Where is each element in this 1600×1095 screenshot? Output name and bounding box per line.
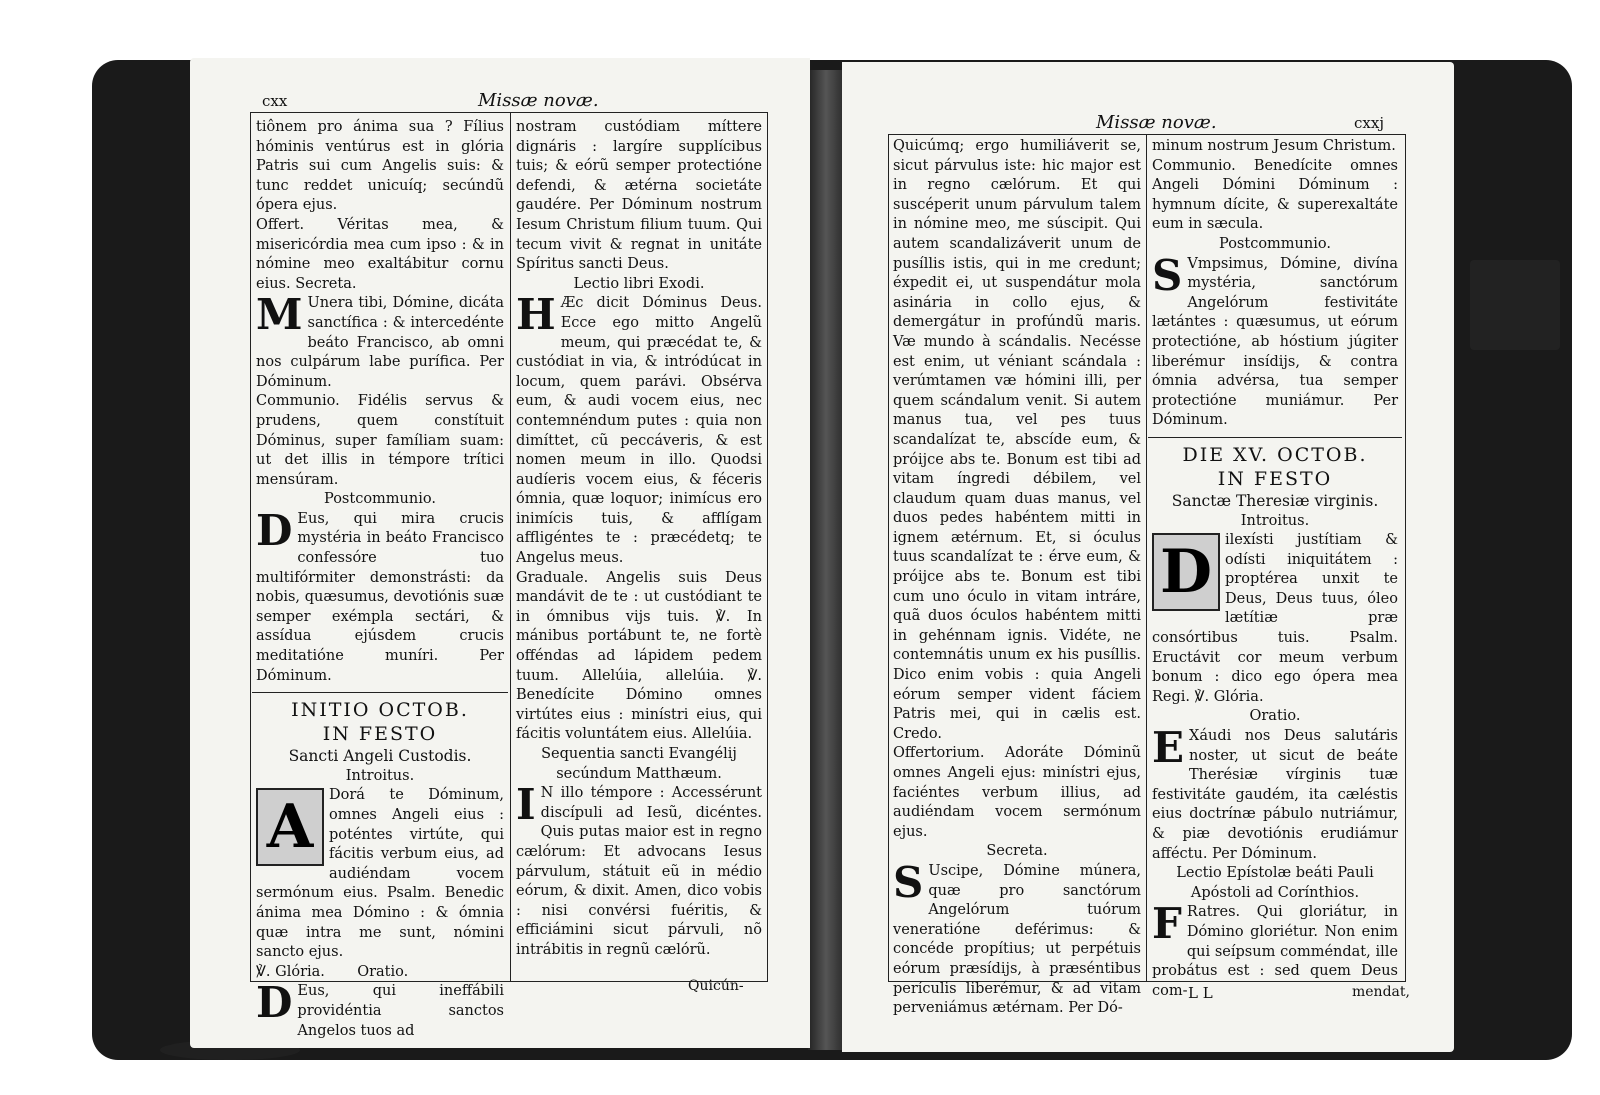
drop-initial: S (1152, 250, 1183, 300)
feast-subtitle: Sancti Angeli Custodis. (288, 747, 472, 766)
section-heading: Sequentia sancti Evangélij (541, 746, 737, 762)
drop-initial: F (1152, 899, 1182, 949)
section-heading: Oratio. (357, 963, 409, 980)
epistle-text: Ratres. Qui gloriátur, in Dómino gloriétur. Non enim qui seípsum comméndat, ille probátus est : sed quem Deus com- (1152, 904, 1398, 999)
secret-text: Uscipe, Dómine múnera, quæ pro sanctórum Angelórum tuórum veneratióne deférimus: & concéde propítius; ut perpétuis eórum præsídijs, à præséntibus perículis liberémur, & ad vitam perveniámus ætérnam. Per Dó- (893, 862, 1141, 1017)
postcommunion-text: Eus, qui mira crucis mystéria in beáto Francisco confessóre tuo multifórmiter demonstrásti: da nobis, quæsumus, devotiónis suæ semper exémpla sectári, & assídua ejúsdem crucis meditatióne muníri. Per Dóminum. (256, 510, 504, 684)
prayer-text: Xáudi nos Deus salutáris noster, ut sicut de beáte Therésiæ vírginis tuæ festivitáte gaudém, ita cæléstis eius doctrínæ pábulo nutriámur, & piæ devotiónis erudiámur afféctu. Per Dóminum. (1152, 728, 1398, 862)
feast-title-2: IN FESTO (322, 723, 438, 746)
section-rule (252, 692, 508, 693)
drop-initial: D (256, 505, 293, 555)
right-column-1 (893, 137, 1141, 1019)
section-heading: Introitus. (1240, 512, 1310, 529)
gloria-text: ℣. Glória. (256, 963, 325, 980)
drop-initial: E (1152, 723, 1185, 773)
folio-number: cxx (262, 92, 288, 110)
section-heading: Postcommunio. (1219, 235, 1331, 252)
section-heading: Secreta. (986, 843, 1048, 860)
left-column-1 (256, 118, 504, 1041)
left-column-2 (516, 118, 762, 961)
page-tab (1470, 260, 1560, 350)
text-paragraph: nostram custódiam míttere dignáris : largíre supplícibus tuis; & eórũ semper protectióne defendi, & ætérna societáte gaudére. Per Dóminum nostrum Iesum Christum filium tuum. Qui tecum vivit & regnat in unitáte Spíritus sancti Deus. (516, 119, 762, 273)
communion-text: Communio. Benedícite omnes Angeli Dómini Dóminum : hymnum dícite, & superexaltáte eum in sæcula. (1152, 157, 1398, 233)
catchword: mendat, (1352, 984, 1410, 1000)
feast-title-2: IN FESTO (1217, 467, 1333, 490)
communion-text: Communio. Fidélis servus & prudens, quem constítuit Dóminus, super famíliam suam: ut det illis in témpore trítici mensúram. (256, 393, 504, 488)
section-heading: Introitus. (345, 767, 415, 784)
section-heading: Lectio Epístolæ beáti Pauli (1176, 865, 1374, 882)
feast-title: INITIO OCTOB. (291, 699, 469, 722)
drop-initial: D (256, 978, 293, 1028)
signature-mark: L L (1188, 984, 1213, 1002)
section-heading-2: secúndum Matthæum. (556, 765, 722, 782)
decorated-initial: A (256, 788, 324, 866)
running-head: Missæ novæ. (478, 90, 599, 111)
introit-text: Dorá te Dóminum, omnes Angeli eius : poténtes virtúte, qui fácitis verbum eius, ad audiéndam vocem sermónum eius. Psalm. Benedic ánima mea Dómino : & ómnia quæ intra me sunt, nómini sancto ejus. (256, 787, 504, 961)
lesson-text: Æc dicit Dóminus Deus. Ecce ego mitto Angelũ meum, qui præcédat te, & custódiat in via, & intródúcat in locum, quem parávi. Obsérva eum, & audi vocem eius, nec contemnéndum putes : quia non dimíttet, cũ peccáveris, & est nomen meum in illo. Quodsi audíeris vocem eius, & féceris ómnia, quæ loquor; inimícus ero inimícis tuis, & afflígam affligéntes te : præcédetq; te Angelus meus. (516, 295, 762, 567)
drop-initial: S (893, 857, 924, 907)
text-paragraph: minum nostrum Jesum Christum. (1152, 138, 1396, 154)
column-rule (1146, 134, 1147, 982)
catchword: Quicún- (688, 978, 744, 994)
postcommunion-text: Vmpsimus, Dómine, divína mystéria, sanctórum Angelórum festivitáte lætántes : quæsumus, ut eórum protectióne, ab hóstium júgiter liberémur insídijs, & contra ómnia advérsa, tua semper protectióne muniámur. Per Dóminum. (1152, 255, 1398, 429)
section-heading: Lectio libri Exodi. (573, 275, 705, 292)
right-column-2 (1152, 137, 1398, 1001)
drop-initial: I (516, 780, 536, 830)
introit-text: ilexísti justítiam & odísti iniquitátem : proptérea unxit te Deus, Deus tuus, óleo lætítiæ præ consórtibus tuis. Psalm. Eructávit cor meum verbum bonum : dico ego ópera mea Regi. ℣. Glória. (1152, 532, 1398, 705)
decorated-initial: D (1152, 533, 1220, 611)
offertory-text: Offert. Véritas mea, & misericórdia mea cum ipso : & in nómine meo exaltábitur cornu eius. Secreta. (256, 216, 504, 292)
folio-number: cxxj (1354, 114, 1384, 132)
section-heading: Oratio. (1249, 708, 1301, 725)
section-heading-2: Apóstoli ad Corínthios. (1190, 884, 1360, 901)
drop-initial: M (256, 290, 303, 340)
prayer-text: Eus, qui ineffábili providéntia sanctos Angelos tuos ad (297, 983, 504, 1039)
gospel-text: N illo témpore : Accessérunt discípuli ad Iesũ, dicéntes. Quis putas maior est in regno cælórum: Et advocans Iesus párvulum, státuit eũ in médio eórum, & dixit. Amen, dico vobis : nisi convérsi fuéritis, & efficiámini sicut párvuli, nõ intrábitis in regnũ cælórũ. (516, 785, 762, 958)
feast-title: DIE XV. OCTOB. (1182, 443, 1368, 466)
running-head: Missæ novæ. (1096, 112, 1217, 133)
offertory-text: Offertorium. Adoráte Dóminũ omnes Angeli ejus: minístri ejus, faciéntes verbum illius, ad audiéndam vocem sermónum ejus. (893, 745, 1141, 840)
column-rule (510, 112, 511, 982)
gospel-text: Quicúmq; ergo humiliáverit se, sicut párvulus iste: hic major est in regno cælórum. Et qui suscéperit unum párvulum talem in nómine meo, me súscipit. Qui autem scandalizáverit unum de pusíllis istis, qui in me credunt; éxpedit ei, ut suspendátur mola asinária in collo ejus, & demergátur in profúndũ maris. Væ mundo à scándalis. Necésse est enim, ut véniant scándala : verúmtamen væ hómini illi, per quem scándalum venit. Si autem manus tua, vel pes tuus scandalízat te, abscíde eum, & próijce abs te. Bonum est tibi ad vitam íngredi débilem, vel claudum quam duas manus, vel duos pedes habéntem mitti in ignem ætérnum. Et, si óculus tuus scandalízat te : érve eum, & próijce abs te. Bonum est tibi cum uno óculo in vitam intráre, quã duos óculos habéntem mitti in gehénnam ignis. Vidéte, ne contemnátis unum ex his pusíllis. Dico enim vobis : quia Angeli eórum semper vident fáciem Patris mei, qui in cælis est. Credo. (893, 138, 1141, 742)
secret-text: Unera tibi, Dómine, dicáta sanctífica : & intercedénte beáto Francisco, ab omni nos culpárum labe purífica. Per Dóminum. (256, 295, 504, 390)
text-paragraph: tiônem pro ánima sua ? Fílius hóminis ventúrus est in glória Patris sui cum Angelis suis: & tunc reddet unicuíq; secúndũ ópera ejus. (256, 119, 504, 214)
feast-subtitle: Sanctæ Theresiæ virginis. (1171, 491, 1379, 510)
gradual-text: Graduale. Angelis suis Deus mandávit de te : ut custódiant te in ómnibus vijs tuis. ℣. In mánibus portábunt te, ne fortè offéndas ad lápidem pedem tuum. Allelúia, allelúia. ℣. Benedícite Dómino omnes virtútes eius : minístri eius, qui fácitis voluntátem eius. Allelúia. (516, 569, 762, 743)
drop-initial: H (516, 290, 556, 340)
section-rule (1148, 437, 1402, 438)
section-heading: Postcommunio. (324, 491, 436, 508)
